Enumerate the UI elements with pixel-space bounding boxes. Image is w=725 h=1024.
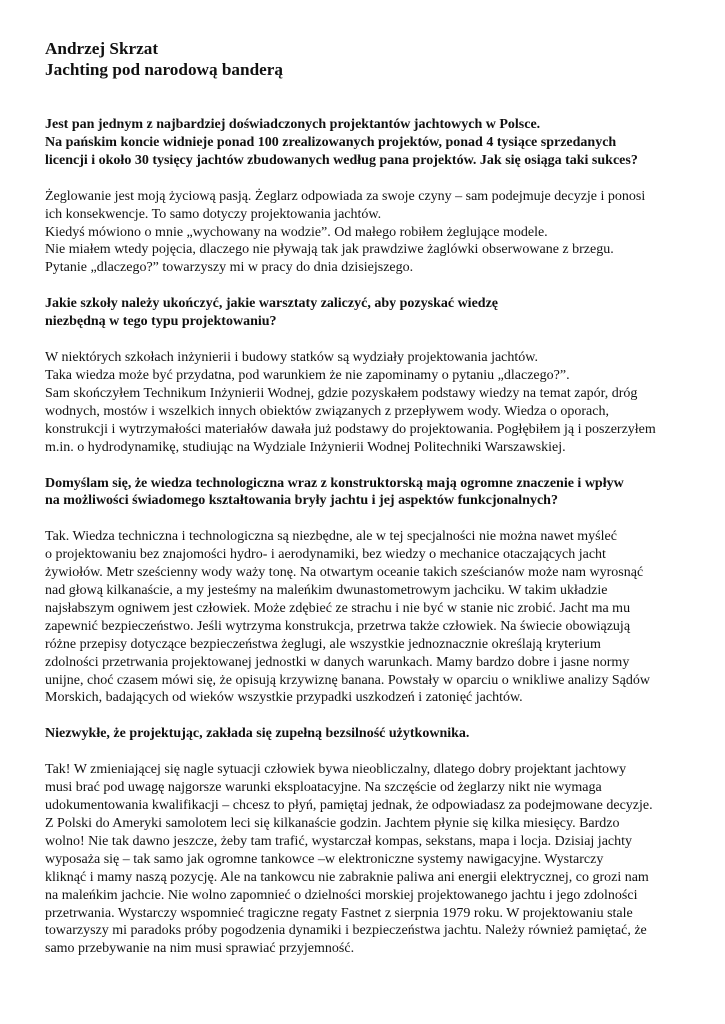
answer-line: Kiedyś mówiono o mnie „wychowany na wodzie”. Od małego robiłem żeglujące modele.: [45, 224, 548, 240]
answer-line: Z Polski do Ameryki samolotem leci się kilkanaście godzin. Jachtem płynie się kilka miesięcy. Bardzo: [45, 816, 620, 831]
question-line: Jest pan jednym z najbardziej doświadczonych projektantów jachtowych w Polsce.: [45, 117, 541, 132]
answer-line: wolno! Nie tak dawno jeszcze, żeby tam trafić, wystarczał kompas, sekstans, mapa i locja. Dzisiaj jachty: [45, 833, 633, 849]
question-line: licencji i około 30 tysięcy jachtów zbudowanych według pana projektów. Jak się osiąga taki sukces?: [45, 152, 638, 168]
answer-line: konstrukcji i wytrzymałości materiałów dawała już podstawy do projektowania. Pogłębiłem ją i poszerzyłem: [45, 421, 656, 437]
question-line: niezbędną w tego typu projektowaniu?: [45, 314, 277, 330]
answer-line: Sam skończyłem Technikum Inżynierii Wodnej, gdzie pozyskałem podstawy wiedzy na temat zapór, dróg: [45, 385, 638, 401]
question-4: [45, 725, 685, 743]
answer-line: na maleńkim jachcie. Nie wolno zapomnieć o dzielności morskiej projektowanego jachtu i jego zdolności: [45, 887, 638, 903]
answer-1: [45, 188, 685, 278]
document-title: [45, 38, 685, 80]
answer-line: przetrwania. Wystarczy wspomnieć tragiczne regaty Fastnet z sierpnia 1979 roku. W projektowaniu stale: [45, 905, 633, 921]
answer-line: nad głową kilkanaście, a my jesteśmy na maleńkim dwunastometrowym jachciku. W takim układzie: [45, 583, 608, 599]
question-line: Niezwykłe, że projektując, zakłada się zupełną bezsilność użytkownika.: [45, 726, 470, 742]
answer-line: towarzyszy mi paradoks próby pogodzenia dynamiki i bezpieczeństwa jachtu. Należy również pamiętać, że: [45, 923, 647, 939]
answer-line: Żeglowanie jest moją życiową pasją. Żeglarz odpowiada za swoje czyny – sam podejmuje decyzje i ponosi: [45, 188, 646, 204]
question-line: na możliwości świadomego kształtowania bryły jachtu i jej aspektów funkcjonalnych?: [45, 493, 558, 509]
answer-4: [45, 761, 685, 958]
answer-line: o projektowaniu bez znajomości hydro- i aerodynamiki, bez wiedzy o mechanice otaczających jacht: [45, 547, 606, 563]
answer-line: Morskich, badających od wieków wszystkie przypadki uszkodzeń i zatonięć jachtów.: [45, 690, 523, 706]
answer-line: różne przepisy dotyczące bezpieczeństwa żeglugi, ale wszystkie jednoznacznie określają kryterium: [45, 636, 601, 652]
answer-line: wyposaża się – tak samo jak ogromne tankowce –w elektroniczne systemy nawigacyjne. Wystarczy: [45, 851, 604, 867]
article-headline: Jachting pod narodową banderą: [45, 60, 283, 79]
answer-line: Pytanie „dlaczego?” towarzyszy mi w pracy do dnia dzisiejszego.: [45, 260, 414, 276]
answer-line: Tak! W zmieniającej się nagle sytuacji człowiek bywa nieobliczalny, dlatego dobry projektant jachtowy: [45, 762, 627, 778]
question-2: [45, 295, 685, 331]
document-page: [45, 38, 685, 958]
question-line: Jakie szkoły należy ukończyć, jakie warsztaty zaliczyć, aby pozyskać wiedzę: [45, 296, 498, 312]
author-name: Andrzej Skrzat: [45, 39, 159, 58]
answer-3: [45, 528, 685, 707]
answer-line: zdolności przetrwania projektowanej jednostki w danych warunkach. Mamy bardzo dobre i jasne normy: [45, 654, 630, 670]
answer-line: wodnych, mostów i wszelkich innych obiektów związanych z przepływem wody. Wiedza o oporach,: [45, 403, 609, 419]
answer-line: Tak. Wiedza techniczna i technologiczna są niezbędne, ale w tej specjalności nie można nawet myśleć: [45, 529, 617, 545]
answer-line: żywiołów. Metr sześcienny wody waży tonę. Na otwartym oceanie takich sześcianów może nam wyrosnąć: [45, 565, 644, 581]
answer-line: Nie miałem wtedy pojęcia, dlaczego nie pływają tak jak prawdziwe żaglówki obserwowane z brzegu.: [45, 242, 614, 258]
answer-line: ich konsekwencje. To samo dotyczy projektowania jachtów.: [45, 206, 382, 222]
question-1: [45, 116, 685, 170]
answer-line: kliknąć i mamy naszą pozycję. Ale na tankowcu nie zabraknie paliwa ani energii elektrycznej, co grozi nam: [45, 869, 649, 885]
question-3: [45, 475, 685, 511]
answer-line: unijne, choć czasem mówi się, że opisują krzywiznę banana. Powstały w oparciu o wnikliwe analizy Sądów: [45, 672, 650, 688]
answer-2: [45, 349, 685, 456]
answer-line: Taka wiedza może być przydatna, pod warunkiem że nie zapominamy o pytaniu „dlaczego?”.: [45, 367, 570, 383]
answer-line: najsłabszym ogniwem jest człowiek. Może zdębieć ze strachu i nie być w stanie nic zrobić. Jacht ma mu: [45, 600, 631, 616]
question-line: Na pańskim koncie widnieje ponad 100 zrealizowanych projektów, ponad 4 tysiące sprzedanych: [45, 134, 617, 150]
answer-line: zapewnić bezpieczeństwo. Jeśli wytrzyma konstrukcja, przetrwa także człowiek. Na świecie obowiązują: [45, 618, 631, 634]
answer-line: musi brać pod uwagę najgorsze warunki eksploatacyjne. Na szczęście od żeglarzy nikt nie wymaga: [45, 780, 602, 796]
answer-line: samo przebywanie na nim musi sprawiać przyjemność.: [45, 941, 355, 957]
answer-line: udokumentowania kwalifikacji – chcesz to płyń, pamiętaj jednak, że odpowiadasz za podejmowane decyzje.: [45, 798, 653, 814]
answer-line: m.in. o hydrodynamikę, studiując na Wydziale Inżynierii Wodnej Politechniki Warszawskiej.: [45, 439, 566, 455]
question-line: Domyślam się, że wiedza technologiczna wraz z konstruktorską mają ogromne znaczenie i wpływ: [45, 475, 624, 491]
answer-line: W niektórych szkołach inżynierii i budowy statków są wydziały projektowania jachtów.: [45, 350, 538, 366]
